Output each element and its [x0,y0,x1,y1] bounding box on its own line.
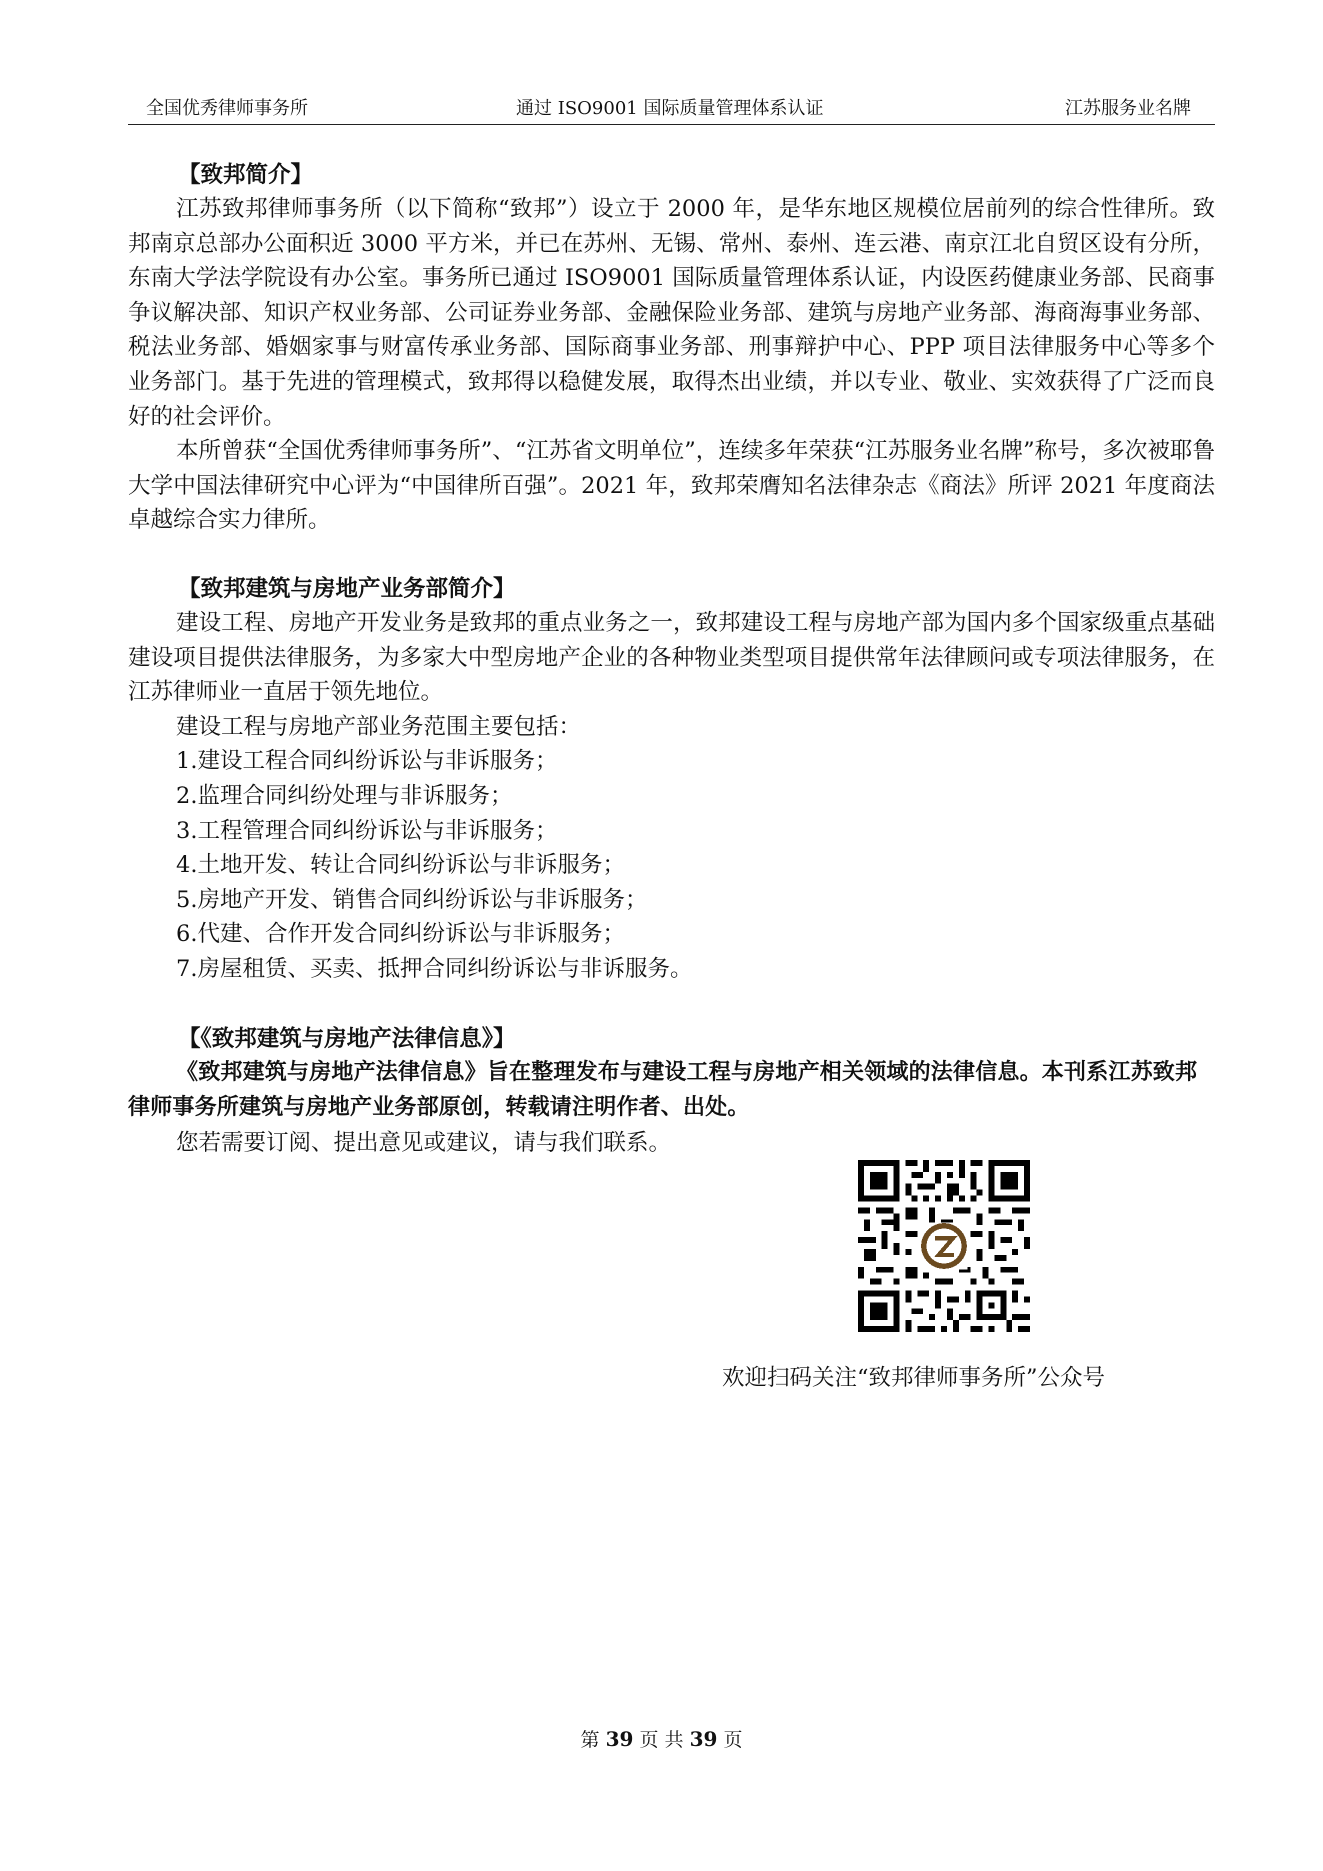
qr-caption: 欢迎扫码关注“致邦律师事务所”公众号 [722,1365,1106,1391]
intro-paragraph-2: 本所曾获“全国优秀律师事务所”、“江苏省文明单位”，连续多年荣获“江苏服务业名牌”称号，多次被耶鲁大学中国法律研究中心评为“中国律所百强”。2021 年，致邦荣膺知名法律杂志《商法》所评 2021 年度商法卓越综合实力律所。 [128,438,1215,534]
scope-item: 2.监理合同纠纷处理与非诉服务； [176,782,513,809]
page-content [128,158,1215,1160]
scope-list [128,744,1215,986]
scope-item: 3.工程管理合同纠纷诉讼与非诉服务； [176,817,558,844]
scope-item: 4.土地开发、转让合同纠纷诉讼与非诉服务； [176,852,625,879]
footer-suffix: 页 [723,1729,743,1751]
section-title-department: 【致邦建筑与房地产业务部简介】 [178,575,516,602]
footer-page-number: 39 [605,1727,634,1751]
header-center-text: 通过 ISO9001 国际质量管理体系认证 [516,98,824,119]
footer-prefix: 第 [580,1729,600,1751]
department-paragraph: 建设工程、房地产开发业务是致邦的重点业务之一，致邦建设工程与房地产部为国内多个国家级重点基础建设项目提供法律服务，为多家大中型房地产企业的各种物业类型项目提供常年法律顾问或专项法律服务，在江苏律师业一直居于领先地位。 [128,609,1215,706]
footer-middle: 页 共 [639,1729,684,1751]
scope-lead: 建设工程与房地产部业务范围主要包括： [176,713,582,740]
section-title-intro: 【致邦简介】 [178,162,314,188]
contact-text: 您若需要订阅、提出意见或建议，请与我们联系。 [176,1129,672,1156]
newsletter-statement: 《致邦建筑与房地产法律信息》旨在整理发布与建设工程与房地产相关领域的法律信息。本刊系江苏致邦律师事务所建筑与房地产业务部原创，转载请注明作者、出处。 [128,1060,1198,1121]
scope-item: 5.房地产开发、销售合同纠纷诉讼与非诉服务； [176,886,648,913]
page-header [128,92,1215,125]
footer-total-pages: 39 [689,1727,718,1751]
intro-paragraph-1: 江苏致邦律师事务所（以下简称“致邦”）设立于 2000 年，是华东地区规模位居前列的综合性律所。致邦南京总部办公面积近 3000 平方米，并已在苏州、无锡、常州、泰州、连云港、南京江北自贸区设有分所，东南大学法学院设有办公室。事务所已通过 ISO9001 国际质量管理体系认证，内设医药健康业务部、民商事争议解决部、知识产权业务部、公司证券业务部、金融保险业务部、建筑与房地产业务部、海商海事业务部、税法业务部、婚姻家事与财富传承业务部、国际商事业务部、刑事辩护中心、PPP 项目法律服务中心等多个业务部门。基于先进的管理模式，致邦得以稳健发展，取得杰出业绩，并以专业、敬业、实效获得了广泛而良好的社会评价。 [128,196,1215,430]
section-title-newsletter: 【《致邦建筑与房地产法律信息》】 [178,1026,516,1053]
page-footer [0,1725,1323,1752]
header-left-text: 全国优秀律师事务所 [146,98,308,119]
scope-item: 7.房屋租赁、买卖、抵押合同纠纷诉讼与非诉服务。 [176,955,693,982]
qr-code-icon[interactable] [858,1160,1030,1332]
scope-item: 1.建设工程合同纠纷诉讼与非诉服务； [176,748,558,775]
header-right-text: 江苏服务业名牌 [1065,98,1191,119]
qr-code-graphic [858,1160,1030,1332]
scope-item: 6.代建、合作开发合同纠纷诉讼与非诉服务； [176,921,625,948]
